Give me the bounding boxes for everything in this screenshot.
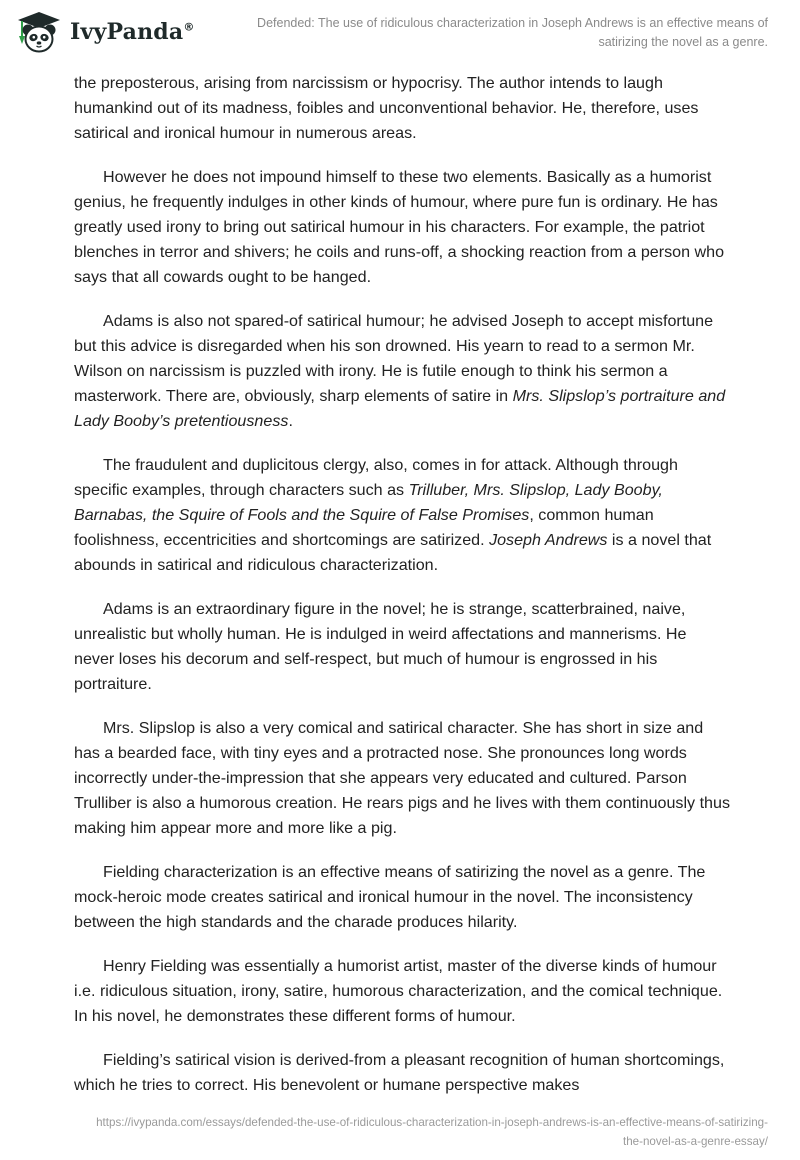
page-footer-url[interactable] bbox=[8, 1113, 768, 1151]
paragraph-5: Adams is an extraordinary figure in the novel; he is strange, scatterbrained, naive, unrealistic but wholly human. He is indulged in weird affectations and mannerisms. He never loses his decorum and self-respect, but much of humour is engrossed in his portraiture. bbox=[74, 600, 687, 693]
paragraph-4 bbox=[74, 453, 730, 578]
essay-body bbox=[74, 71, 730, 1117]
registered-mark: ® bbox=[183, 20, 195, 34]
paragraph-3 bbox=[74, 309, 730, 434]
paragraph-3-italic: Mrs. Slipslop’s portraiture and Lady Booby’s pretentiousness bbox=[74, 387, 726, 430]
paragraph-4-text-end: is a novel that abounds in satirical and ridiculous characterization. bbox=[74, 531, 712, 574]
paragraph-4-text: The fraudulent and duplicitous clergy, also, comes in for attack. Although through specific examples, through characters such as bbox=[74, 456, 678, 499]
essay-title: Defended: The use of ridiculous characterization in Joseph Andrews is an effective means of satirizing the novel as a genre. bbox=[257, 16, 768, 49]
paragraph-9: Fielding’s satirical vision is derived-from a pleasant recognition of human shortcomings, which he tries to correct. His benevolent or humane perspective makes bbox=[74, 1051, 725, 1094]
paragraph-3-text: Adams is also not spared-of satirical humour; he advised Joseph to accept misfortune but this advice is disregarded when his son drowned. His yearn to read to a sermon Mr. Wilson on narcissism is puzzled with irony. He is futile enough to think his sermon a masterwork. There are, obviously, sharp elements of satire in bbox=[74, 312, 714, 405]
paragraph-3-end: . bbox=[288, 412, 293, 430]
paragraph-4-text-middle: , common human foolishness, eccentricities and shortcomings are satirized. bbox=[74, 506, 654, 549]
paragraph-6: Mrs. Slipslop is also a very comical and satirical character. She has short in size and has a bearded face, with tiny eyes and a protracted nose. She pronounces long words incorrectly under-the-impression that she appears very educated and cultured. Parson Trulliber is also a humorous creation. He rears pigs and he lives with them continuously thus making him appear more and more like a pig. bbox=[74, 719, 730, 837]
footer-url-line-1: https://ivypanda.com/essays/defended-the-use-of-ridiculous-characterization-in-joseph-andrews-is-an-effective-means-of-satirizing- bbox=[96, 1116, 768, 1129]
footer-url-line-2: the-novel-as-a-genre-essay/ bbox=[623, 1135, 768, 1148]
ivypanda-logo[interactable] bbox=[14, 10, 195, 54]
paragraph-1: the preposterous, arising from narcissism or hypocrisy. The author intends to laugh humankind out of its madness, foibles and unconventional behavior. He, therefore, uses satirical and ironical humour in numerous areas. bbox=[74, 74, 699, 142]
logo-wordmark: IvyPanda® bbox=[70, 19, 195, 45]
paragraph-8: Henry Fielding was essentially a humorist artist, master of the diverse kinds of humour i.e. ridiculous situation, irony, satire, humorous characterization, and the comical technique. In his novel, he demonstrates these different forms of humour. bbox=[74, 957, 723, 1025]
paragraph-4-character-list: Trilluber, Mrs. Slipslop, Lady Booby, Barnabas, the Squire of Fools and the Squire of False Promises bbox=[74, 481, 663, 524]
panda-graduate-icon bbox=[14, 10, 64, 54]
paragraph-4-novel-title: Joseph Andrews bbox=[489, 531, 608, 549]
paragraph-7: Fielding characterization is an effective means of satirizing the novel as a genre. The mock-heroic mode creates satirical and ironical humour in the novel. The inconsistency between the high standards and the charade produces hilarity. bbox=[74, 863, 706, 931]
page-header bbox=[0, 0, 800, 66]
paragraph-2: However he does not impound himself to these two elements. Basically as a humorist genius, he frequently indulges in other kinds of humour, where pure fun is ordinary. He has greatly used irony to bring out satirical humour in his characters. For example, the patriot blenches in terror and shivers; he coils and runs-off, a shocking reaction from a person who says that all cowards ought to be hanged. bbox=[74, 168, 725, 286]
